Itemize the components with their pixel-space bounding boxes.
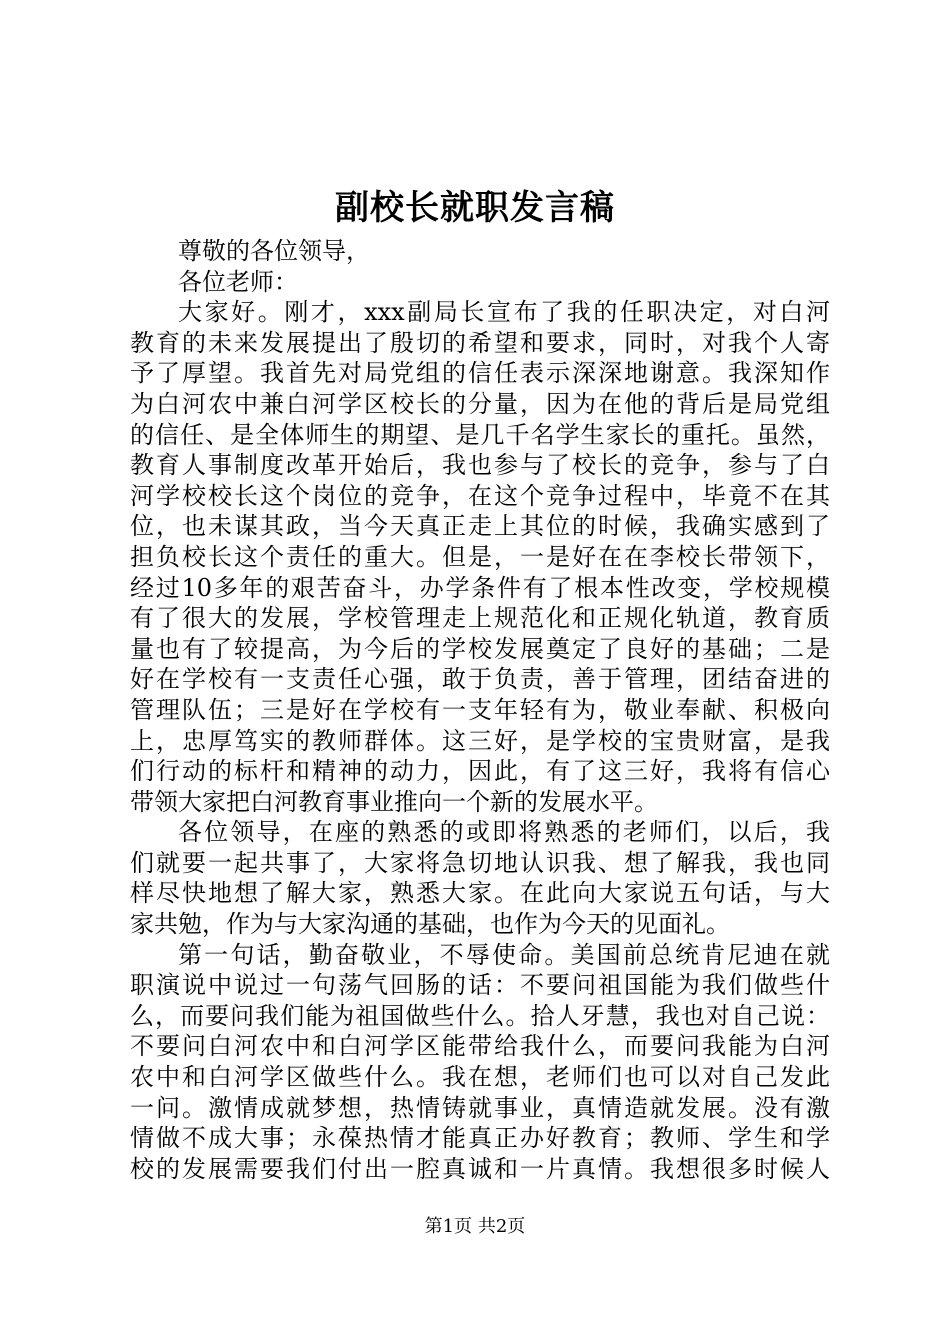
salutation-line: 各位老师：: [178, 267, 298, 296]
paragraph-line: 职演说中说过一句荡气回肠的话：不要问祖国能为我们做些什: [130, 971, 830, 1000]
document-title: 副校长就职发言稿: [335, 188, 615, 228]
document-body: [130, 236, 830, 1184]
paragraph-line: 校的发展需要我们付出一腔真诚和一片真情。我想很多时候人: [130, 1154, 830, 1183]
paragraph-line: 量也有了较提高，为今后的学校发展奠定了良好的基础；二是: [130, 634, 830, 663]
paragraph-line: 位，也未谋其政，当今天真正走上其位的时候，我确实感到了: [130, 512, 830, 541]
paragraph-line: 家共勉，作为与大家沟通的基础，也作为今天的见面礼。: [130, 910, 730, 939]
paragraph-line: 的信任、是全体师生的期望、是几千名学生家长的重托。虽然，: [130, 420, 830, 449]
paragraph-line: 经过10多年的艰苦奋斗，办学条件有了根本性改变，学校规模: [130, 573, 830, 602]
paragraph-line: 上，忠厚笃实的教师群体。这三好，是学校的宝贵财富，是我: [130, 726, 830, 755]
paragraph-line: 教育的未来发展提出了殷切的希望和要求，同时，对我个人寄: [130, 328, 830, 357]
paragraph-line: 不要问白河农中和白河学区能带给我什么，而要问我能为白河: [130, 1032, 830, 1061]
paragraph-line: 一问。激情成就梦想，热情铸就事业，真情造就发展。没有激: [130, 1093, 830, 1122]
paragraph-line: 们行动的标杆和精神的动力，因此，有了这三好，我将有信心: [130, 757, 830, 786]
paragraph-line: 各位领导，在座的熟悉的或即将熟悉的老师们，以后，我: [178, 818, 830, 847]
paragraph-line: 好在学校有一支责任心强，敢于负责，善于管理，团结奋进的: [130, 665, 830, 694]
paragraph-line: 教育人事制度改革开始后，我也参与了校长的竞争，参与了白: [130, 451, 830, 480]
paragraph-line: 农中和白河学区做些什么。我在想，老师们也可以对自己发此: [130, 1063, 830, 1092]
paragraph-line: 有了很大的发展，学校管理走上规范化和正规化轨道，教育质: [130, 604, 830, 633]
page-number: 第1页 共2页: [424, 1216, 526, 1237]
paragraph-line: 么，而要问我们能为祖国做些什么。拾人牙慧，我也对自己说：: [130, 1001, 830, 1030]
paragraph-line: 大家好。刚才，xxx副局长宣布了我的任职决定，对白河: [178, 298, 830, 327]
paragraph-line: 带领大家把白河教育事业推向一个新的发展水平。: [130, 787, 658, 816]
paragraph-line: 样尽快地想了解大家，熟悉大家。在此向大家说五句话，与大: [130, 879, 830, 908]
salutation-line: 尊敬的各位领导，: [178, 237, 370, 265]
paragraph-line: 为白河农中兼白河学区校长的分量，因为在他的背后是局党组: [130, 389, 830, 418]
paragraph-line: 担负校长这个责任的重大。但是，一是好在在李校长带领下，: [130, 542, 830, 571]
paragraph-line: 情做不成大事；永葆热情才能真正办好教育；教师、学生和学: [130, 1124, 830, 1153]
paragraph-line: 们就要一起共事了，大家将急切地认识我、想了解我，我也同: [130, 848, 830, 877]
paragraph-line: 管理队伍；三是好在学校有一支年轻有为，敬业奉献、积极向: [130, 695, 830, 724]
paragraph-line: 予了厚望。我首先对局党组的信任表示深深地谢意。我深知作: [130, 359, 830, 388]
paragraph-line: 河学校校长这个岗位的竞争，在这个竞争过程中，毕竟不在其: [130, 481, 830, 510]
paragraph-line: 第一句话，勤奋敬业，不辱使命。美国前总统肯尼迪在就: [178, 940, 830, 969]
